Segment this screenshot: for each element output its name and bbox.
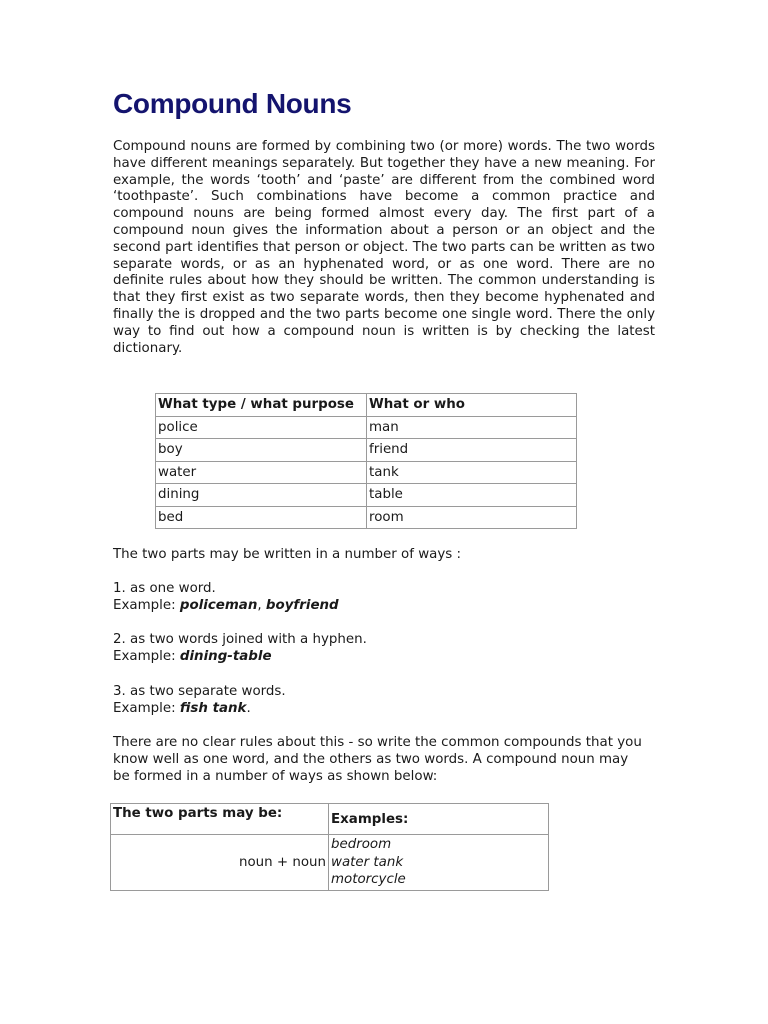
table-cell: dining bbox=[156, 484, 367, 507]
way-one-label: 1. as one word. bbox=[113, 581, 216, 596]
example-word: policeman bbox=[179, 598, 258, 613]
example-word: dining-table bbox=[179, 649, 272, 664]
way-two-label: 2. as two words joined with a hyphen. bbox=[113, 632, 367, 647]
examples-cell bbox=[329, 835, 549, 891]
way-three-label: 3. as two separate words. bbox=[113, 684, 286, 699]
table-header-row bbox=[156, 394, 577, 417]
example-suffix: . bbox=[246, 701, 251, 716]
way-one bbox=[113, 580, 658, 614]
example-item: water tank bbox=[331, 854, 404, 870]
example-word: fish tank bbox=[179, 701, 247, 716]
intro-paragraph: Compound nouns are formed by combining two (or more) words. The two words have different meanings separately. But together they have a new meaning. For example, the words ‘tooth’ and ‘paste’ are different from the combined word ‘toothpaste’. Such combinations have become a common practice and compound nouns are being formed almost every day. The first part of a compound noun gives the information about a person or an object and the second part identifies that person or object. The two parts can be written as two separate words, or as an hyphenated word, or as one word. There are no definite rules about how they should be written. The common understanding is that they first exist as two separate words, then they become hyphenated and finally the is dropped and the two parts become one single word. There the only way to find out how a compound noun is written is by checking the latest dictionary. bbox=[113, 139, 655, 356]
table-cell: boy bbox=[156, 439, 367, 462]
example-separator: , bbox=[257, 598, 266, 613]
table-cell: man bbox=[367, 416, 577, 439]
way-three bbox=[113, 683, 658, 717]
table-cell: friend bbox=[367, 439, 577, 462]
formation-table bbox=[110, 803, 549, 891]
table-cell: noun + noun bbox=[111, 835, 329, 891]
table-cell: water bbox=[156, 461, 367, 484]
example-item: motorcycle bbox=[331, 872, 406, 887]
example-prefix: Example: bbox=[113, 649, 180, 664]
table-cell: table bbox=[367, 484, 577, 507]
table-row bbox=[156, 484, 577, 507]
rules-paragraph: There are no clear rules about this - so write the common compounds that you know well as one word, and the others as two words. A compound noun may be formed in a number of ways as shown below: bbox=[113, 735, 642, 784]
table-header-cell: What or who bbox=[367, 394, 577, 417]
table-header-cell: The two parts may be: bbox=[111, 804, 329, 835]
example-item: bedroom bbox=[331, 837, 392, 852]
table-cell: room bbox=[367, 506, 577, 529]
table-row bbox=[156, 416, 577, 439]
ways-intro: The two parts may be written in a number of ways : bbox=[113, 547, 462, 562]
table-header-cell: What type / what purpose bbox=[156, 394, 367, 417]
table-row bbox=[156, 439, 577, 462]
example-word: boyfriend bbox=[265, 598, 339, 613]
table-row bbox=[156, 506, 577, 529]
table-header-row bbox=[111, 804, 549, 835]
way-two bbox=[113, 631, 658, 665]
table-cell: bed bbox=[156, 506, 367, 529]
example-prefix: Example: bbox=[113, 598, 180, 613]
example-prefix: Example: bbox=[113, 701, 180, 716]
table-row bbox=[111, 835, 549, 891]
page-title: Compound Nouns bbox=[113, 88, 352, 119]
table-cell: tank bbox=[367, 461, 577, 484]
table-header-cell: Examples: bbox=[329, 804, 549, 835]
table-row bbox=[156, 461, 577, 484]
compound-parts-table bbox=[155, 393, 577, 529]
table-cell: police bbox=[156, 416, 367, 439]
